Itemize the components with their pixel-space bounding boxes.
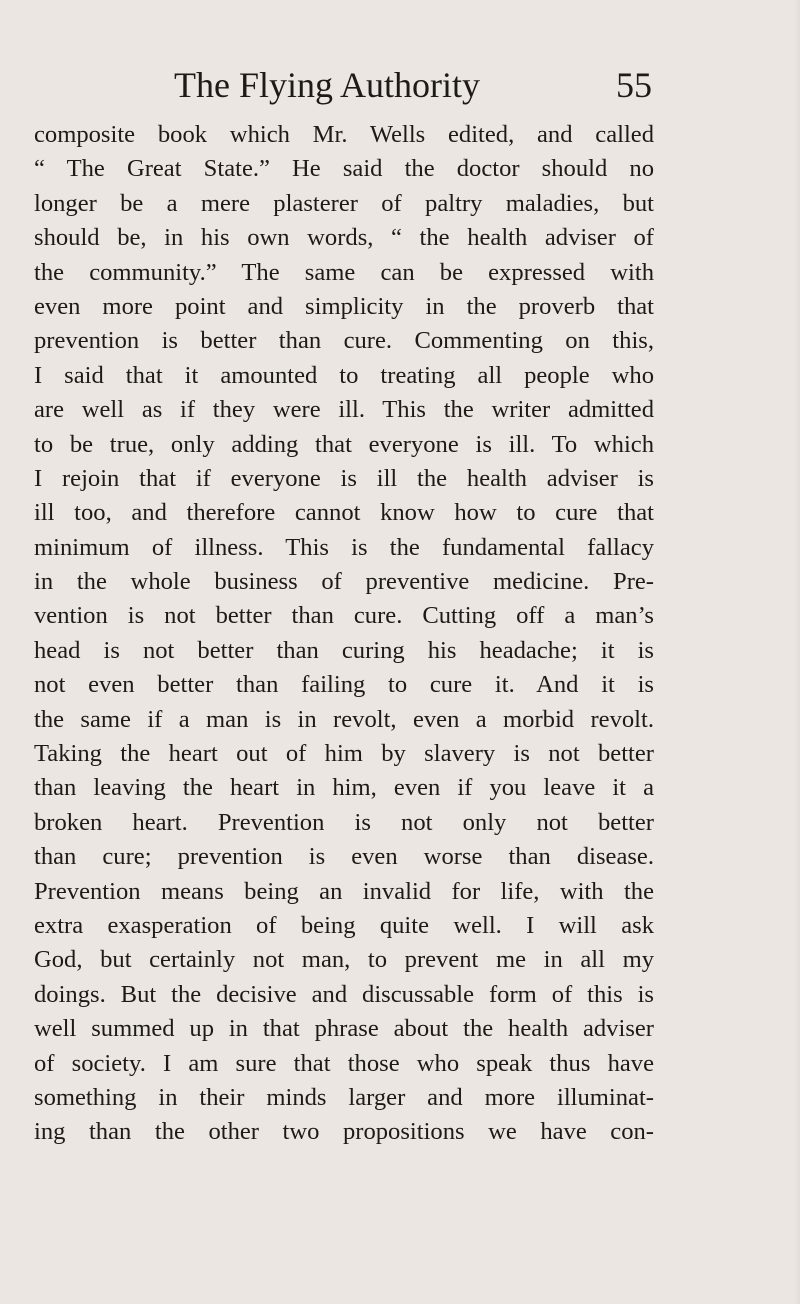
text-line: I rejoin that if everyone is ill the health adviser is <box>34 464 654 492</box>
text-line: extra exasperation of being quite well. I will ask <box>34 911 654 939</box>
text-line: of society. I am sure that those who speak thus have <box>34 1049 654 1077</box>
text-line: ill too, and therefore cannot know how to cure that <box>34 499 654 527</box>
text-line: should be, in his own words, “ the health adviser of <box>34 224 654 252</box>
text-line: Prevention means being an invalid for life, with the <box>34 877 654 905</box>
text-line: ing than the other two propositions we have con- <box>34 1118 654 1146</box>
text-line: composite book which Mr. Wells edited, and called <box>34 121 654 148</box>
text-line: doings. But the decisive and discussable form of this is <box>34 980 654 1008</box>
text-line: minimum of illness. This is the fundamental fallacy <box>34 533 654 561</box>
text-line: not even better than failing to cure it. And it is <box>34 671 654 699</box>
page-edge-shadow <box>794 0 800 1304</box>
text-line: broken heart. Prevention is not only not better <box>34 808 654 836</box>
text-line: the same if a man is in revolt, even a morbid revolt. <box>34 705 654 733</box>
text-line: Taking the heart out of him by slavery is not better <box>34 740 654 768</box>
text-line: to be true, only adding that everyone is ill. To which <box>34 430 654 458</box>
text-line: even more point and simplicity in the proverb that <box>34 292 654 320</box>
text-line: prevention is better than cure. Commenting on this, <box>34 327 654 355</box>
text-line: than leaving the heart in him, even if you leave it a <box>34 774 654 802</box>
text-line: well summed up in that phrase about the health adviser <box>34 1015 654 1043</box>
running-title: The Flying Authority <box>174 65 480 105</box>
page-header <box>34 62 654 108</box>
text-line: longer be a mere plasterer of paltry maladies, but <box>34 189 654 217</box>
text-line: vention is not better than cure. Cutting off a man’s <box>34 602 654 630</box>
text-line: God, but certainly not man, to prevent me in all my <box>34 946 654 974</box>
text-line: head is not better than curing his headache; it is <box>34 636 654 664</box>
text-line: something in their minds larger and more illuminat- <box>34 1083 654 1111</box>
page-number: 55 <box>616 65 652 105</box>
text-line: “ The Great State.” He said the doctor should no <box>34 155 654 183</box>
body-text <box>34 118 654 1150</box>
text-line: are well as if they were ill. This the writer admitted <box>34 396 654 424</box>
text-line: the community.” The same can be expressed with <box>34 258 654 286</box>
text-line: in the whole business of preventive medicine. Pre- <box>34 568 654 596</box>
text-line: than cure; prevention is even worse than disease. <box>34 843 654 871</box>
text-line: I said that it amounted to treating all people who <box>34 361 654 389</box>
